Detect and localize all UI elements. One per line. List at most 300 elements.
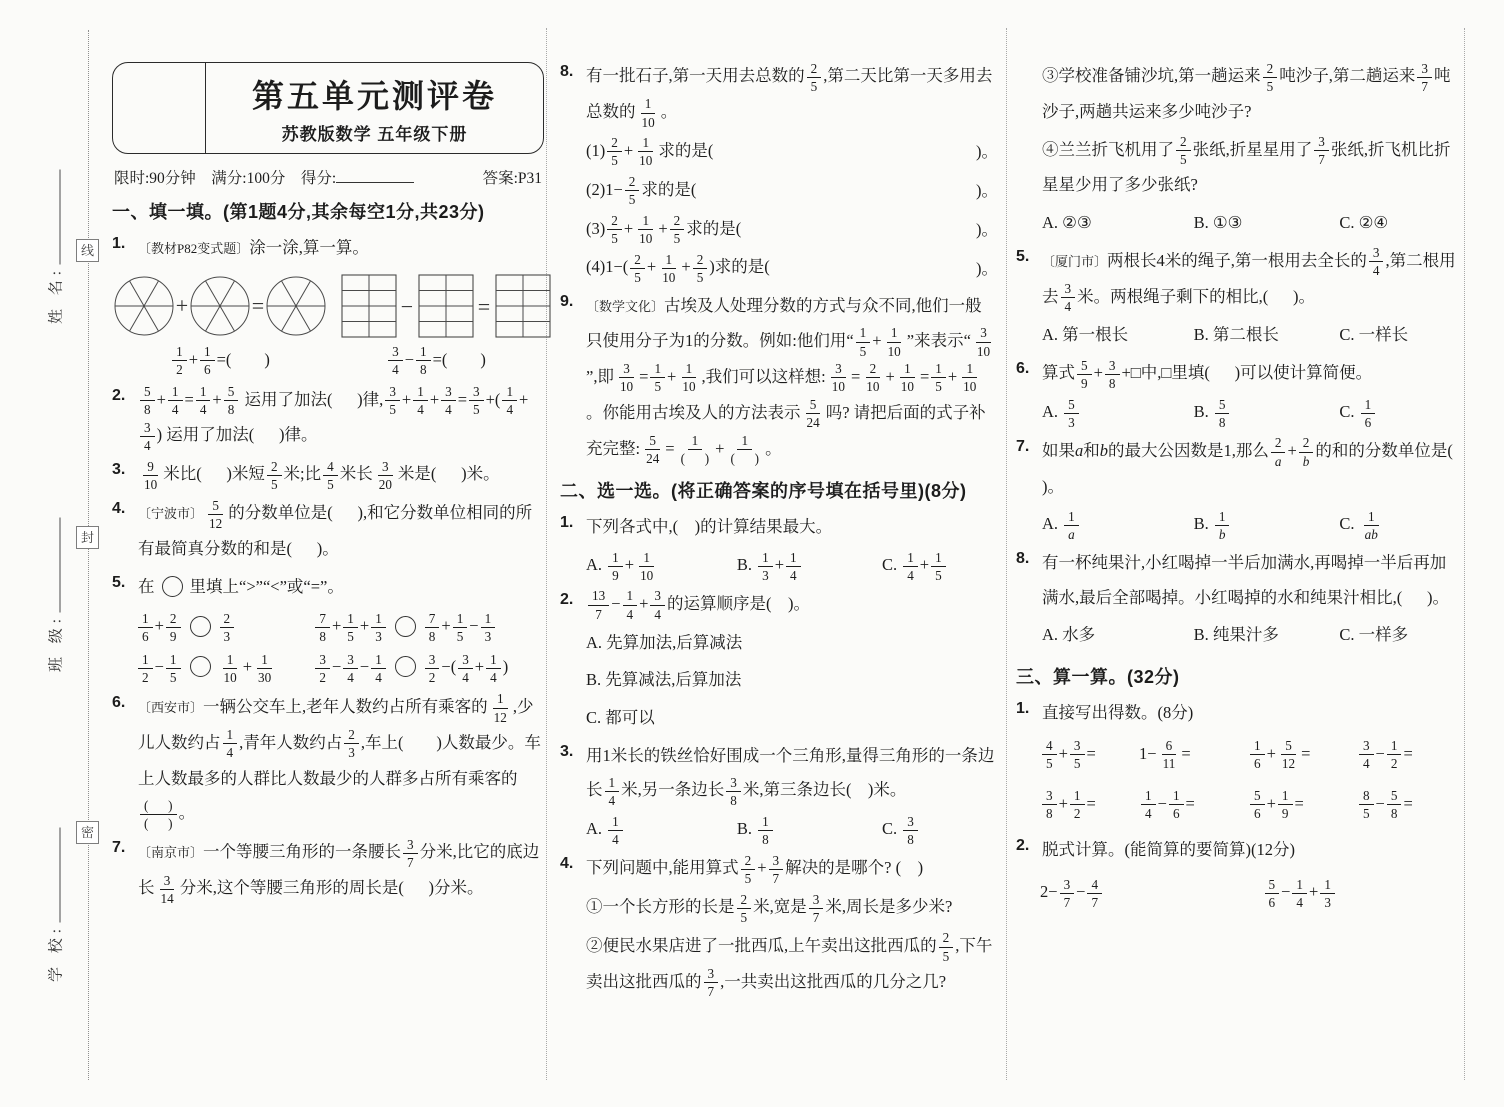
fraction: $\frac{2}{5}$ bbox=[607, 212, 622, 247]
question-number: 1. bbox=[560, 514, 574, 532]
calc-item: $\frac{8}{5}$ − $\frac{5}{8}$ = bbox=[1357, 787, 1456, 823]
fraction: $\frac{3}{4}$ bbox=[441, 383, 456, 418]
fraction: $\frac{1}{6}$ bbox=[1250, 737, 1265, 772]
sub-question bbox=[560, 663, 998, 698]
fraction: $\frac{1}{4}$ bbox=[196, 383, 211, 418]
option-item: A. $\frac{1}{9}$ + $\frac{1}{10}$ bbox=[586, 548, 737, 584]
fraction: $\frac{1}{10}$ bbox=[887, 325, 901, 359]
question-number: 2. bbox=[1016, 836, 1030, 854]
question-number: 5. bbox=[112, 573, 126, 591]
sub-question bbox=[560, 929, 998, 1001]
fraction: $\frac{1}{4}$ bbox=[486, 651, 501, 686]
calc-item: $\frac{1}{4}$ − $\frac{1}{6}$ = bbox=[1139, 787, 1248, 823]
options-row bbox=[1016, 318, 1456, 353]
fraction: $\frac{1}{5}$ bbox=[453, 610, 468, 645]
question-text: 〔西安市〕一辆公交车上,老年人数约占所有乘客的 $\frac{1}{12}$ ,少儿人数约占 $\frac{1}{4}$ ,青年人数约占 $\frac{2}{3}$ ,车上( )人数最少。车上人数最多的人群比人数最少的人群多占所有乘客的 $\frac{( )}{( )}$ 。 bbox=[138, 691, 541, 831]
svg-text:+: + bbox=[175, 292, 189, 318]
fraction: $\frac{1}{8}$ bbox=[416, 343, 431, 378]
fraction: $\frac{1}{5}$ bbox=[343, 610, 358, 645]
fraction: $\frac{5}{12}$ bbox=[1281, 738, 1296, 772]
class-label: 班 级: bbox=[48, 614, 65, 672]
sub-question bbox=[1016, 133, 1456, 204]
fraction: $\frac{5}{24}$ bbox=[806, 397, 820, 431]
svg-text:=: = bbox=[251, 292, 265, 318]
fraction: $\frac{1}{6}$ bbox=[138, 610, 153, 645]
fraction: $\frac{1}{2}$ bbox=[138, 651, 153, 686]
math-variable: a bbox=[1075, 440, 1084, 460]
calc-expression: 2− $\frac{3}{7}$ − $\frac{4}{7}$ bbox=[1040, 875, 1263, 911]
fraction: $\frac{5}{12}$ bbox=[209, 497, 223, 531]
fraction: $\frac{5}{6}$ bbox=[1250, 787, 1265, 822]
fraction: $\frac{1}{4}$ bbox=[413, 383, 428, 418]
svg-text:−: − bbox=[400, 293, 414, 319]
comparison-circle-blank bbox=[395, 656, 416, 677]
fraction: $\frac{1}{10}$ bbox=[223, 651, 237, 685]
fraction: $\frac{3}{5}$ bbox=[469, 383, 484, 418]
title-box bbox=[112, 62, 544, 154]
sub-question bbox=[560, 212, 998, 248]
fraction: $\frac{3}{5}$ bbox=[385, 383, 400, 418]
fraction: $\frac{1}{10}$ bbox=[641, 96, 655, 130]
question-number: 8. bbox=[1016, 550, 1030, 568]
sub-question bbox=[560, 250, 998, 286]
fraction: $\frac{5}{3}$ bbox=[1064, 396, 1079, 431]
school-field bbox=[45, 805, 66, 1005]
source-tag: 〔教材P82变式题〕 bbox=[138, 241, 250, 256]
fraction: $\frac{2}{3}$ bbox=[344, 726, 359, 761]
fraction: $\frac{1}{3}$ bbox=[481, 610, 496, 645]
fraction: $\frac{1}{3}$ bbox=[758, 549, 773, 584]
fraction: $\frac{5}{8}$ bbox=[140, 383, 155, 418]
fraction: $\frac{3}{5}$ bbox=[1070, 737, 1085, 772]
figure-circles bbox=[112, 270, 328, 342]
question-text: 有一批石子,第一天用去总数的 $\frac{2}{5}$ ,第二天比第一天多用去总数的 $\frac{1}{10}$ 。 bbox=[586, 60, 993, 130]
fraction: $\frac{3}{4}$ bbox=[1359, 737, 1374, 772]
source-tag: 〔厦门市〕 bbox=[1042, 253, 1108, 269]
options-row bbox=[1016, 618, 1456, 653]
title-box-left-cell bbox=[113, 63, 206, 153]
question bbox=[1016, 356, 1456, 392]
fraction: $\frac{1}{10}$ bbox=[662, 251, 676, 286]
question bbox=[112, 496, 544, 567]
fraction: $\frac{1}{10}$ bbox=[639, 135, 653, 169]
comparison-row bbox=[112, 607, 544, 646]
option-item: C. ②④ bbox=[1339, 213, 1389, 233]
calc-item: $\frac{4}{5}$ + $\frac{3}{5}$ = bbox=[1040, 737, 1139, 773]
class-field bbox=[45, 495, 66, 695]
source-tag: 〔宁波市〕 bbox=[138, 506, 204, 522]
comparison-circle-blank bbox=[395, 616, 416, 637]
fraction: $\frac{1}{6}$ bbox=[1169, 787, 1184, 822]
question-text: $\frac{5}{8}$ + $\frac{1}{4}$ = $\frac{1}{4}$ + $\frac{5}{8}$ 运用了加法( )律, $\frac{3}{5}$ + $\frac{1}{4}$ + $\frac{3}{4}$ = $\frac{3}{5}$ +( $\frac{1}{4}$ + $\frac{3}{4}$ ) 运用了加法( )律。 bbox=[138, 383, 544, 455]
question bbox=[112, 835, 544, 907]
fraction: $\frac{3}{7}$ bbox=[1417, 60, 1432, 95]
question-text: 下列问题中,能用算式 $\frac{2}{5}$ + $\frac{3}{7}$ 解决的是哪个? ( ) bbox=[586, 852, 924, 886]
fraction: $\frac{5}{8}$ bbox=[1215, 396, 1230, 431]
column-divider-1 bbox=[546, 28, 547, 1080]
comparison-item: $\frac{1}{6}$ + $\frac{2}{9}$ $\frac{2}{3}$ bbox=[136, 607, 313, 646]
score-blank-line bbox=[336, 167, 414, 184]
fraction: $\frac{1}{9}$ bbox=[608, 549, 623, 584]
fraction: $\frac{5}{8}$ bbox=[224, 383, 239, 418]
fraction: $\frac{2}{5}$ bbox=[939, 929, 954, 964]
question bbox=[112, 383, 544, 455]
fraction: $\frac{1}{8}$ bbox=[758, 813, 773, 848]
school-label: 学 校: bbox=[48, 924, 65, 982]
fraction: $\frac{2}{5}$ bbox=[693, 251, 708, 286]
question-text: 〔教材P82变式题〕涂一涂,算一算。 bbox=[138, 238, 369, 257]
question bbox=[1016, 696, 1456, 731]
fraction: $\frac{1}{5}$ bbox=[166, 651, 181, 686]
fraction: $\frac{1}{5}$ bbox=[856, 324, 871, 359]
calc-item: $\frac{5}{6}$ + $\frac{1}{9}$ = bbox=[1248, 787, 1357, 823]
fraction: $\frac{1}{( )}$ bbox=[680, 433, 710, 467]
column-2 bbox=[560, 56, 998, 1004]
student-name-field bbox=[45, 147, 66, 347]
question1-figure bbox=[112, 270, 544, 342]
mental-math-grid bbox=[1016, 737, 1456, 823]
question-number: 3. bbox=[560, 742, 574, 760]
question-text: ①一个长方形的长是 $\frac{2}{5}$ 米,宽是 $\frac{3}{7}$ 米,周长是多少米? bbox=[586, 891, 953, 925]
class-blank-line bbox=[45, 517, 61, 612]
question-number: 8. bbox=[560, 63, 574, 80]
question bbox=[112, 457, 544, 493]
fraction: $\frac{3}{4}$ bbox=[458, 651, 473, 686]
option-item: A. ②③ bbox=[1042, 213, 1092, 233]
fraction: $\frac{1}{4}$ bbox=[608, 813, 623, 848]
fraction: $\frac{1}{4}$ bbox=[168, 383, 183, 418]
answer-blank-close: )。 bbox=[976, 258, 998, 278]
fraction: $\frac{3}{8}$ bbox=[1042, 787, 1057, 822]
fraction: $\frac{3}{20}$ bbox=[378, 458, 392, 492]
fraction: $\frac{3}{2}$ bbox=[315, 651, 330, 686]
fraction: $\frac{3}{10}$ bbox=[976, 325, 991, 359]
fraction: $\frac{4}{5}$ bbox=[1042, 737, 1057, 772]
question-text: (1) $\frac{2}{5}$ + $\frac{1}{10}$ 求的是( bbox=[586, 135, 714, 169]
option-item: B. $\frac{1}{3}$ + $\frac{1}{4}$ bbox=[737, 548, 882, 584]
question bbox=[560, 851, 998, 887]
fraction: $\frac{7}{8}$ bbox=[425, 610, 440, 645]
fraction: $\frac{1}{6}$ bbox=[200, 343, 215, 378]
fraction: $\frac{5}{8}$ bbox=[1387, 787, 1402, 822]
fraction: $\frac{3}{8}$ bbox=[726, 774, 741, 809]
source-tag: 〔西安市〕 bbox=[138, 699, 204, 715]
option-item: A. $\frac{1}{4}$ bbox=[586, 812, 737, 848]
comparison-circle-blank bbox=[162, 576, 183, 597]
fraction: $\frac{2}{5}$ bbox=[1176, 133, 1191, 168]
question-text: 用1米长的铁丝恰好围成一个三角形,量得三角形的一条边长 $\frac{1}{4}$ 米,另一条边长 $\frac{3}{8}$ 米,第三条边长( )米。 bbox=[586, 745, 995, 809]
question-text: 下列各式中,( )的计算结果最大。 bbox=[586, 517, 833, 537]
name-blank-line bbox=[45, 169, 61, 264]
question-text: ②便民水果店进了一批西瓜,上午卖出这批西瓜的 $\frac{2}{5}$ ,下午卖出这批西瓜的 $\frac{3}{7}$ ,一共卖出这批西瓜的几分之几? bbox=[586, 930, 993, 1000]
fraction: $\frac{8}{5}$ bbox=[1359, 787, 1374, 822]
fraction: $\frac{5}{9}$ bbox=[1077, 357, 1092, 392]
fraction: $\frac{3}{4}$ bbox=[1369, 244, 1384, 279]
question-number: 2. bbox=[560, 590, 574, 608]
fraction: $\frac{3}{7}$ bbox=[704, 965, 719, 1000]
option-item: B. 纯果汁多 bbox=[1193, 625, 1279, 645]
source-tag: 〔南京市〕 bbox=[138, 845, 204, 861]
fraction: $\frac{2}{9}$ bbox=[166, 610, 181, 645]
figure-equations bbox=[112, 342, 544, 379]
fraction: $\frac{1}{b}$ bbox=[1215, 508, 1230, 543]
question-text: 如果a和b的最大公因数是1,那么 $\frac{2}{a}$ + $\frac{2}{b}$ 的和的分数单位是( )。 bbox=[1042, 435, 1478, 496]
paper-meta-row bbox=[114, 166, 542, 188]
fraction: $\frac{1}{5}$ bbox=[931, 360, 946, 395]
fraction: $\frac{1}{2}$ bbox=[172, 343, 187, 378]
fraction: $\frac{2}{5}$ bbox=[737, 891, 752, 926]
fraction: $\frac{3}{7}$ bbox=[809, 891, 824, 926]
sub-question bbox=[560, 701, 998, 736]
source-tag: 〔数学文化〕 bbox=[586, 299, 665, 315]
sub-question bbox=[560, 626, 998, 661]
question-text: B. 先算减法,后算加法 bbox=[586, 670, 742, 690]
section-title: 一、填一填。(第1题4分,其余每空1分,共23分) bbox=[112, 202, 485, 222]
options-row bbox=[560, 548, 998, 584]
fraction: $\frac{3}{8}$ bbox=[1105, 357, 1120, 392]
fraction: $\frac{1}{4}$ bbox=[1292, 876, 1307, 911]
question-text: C. 都可以 bbox=[586, 708, 655, 728]
question bbox=[560, 739, 998, 810]
fraction: $\frac{1}{4}$ bbox=[502, 383, 517, 418]
comparison-row bbox=[112, 648, 544, 687]
column-3 bbox=[1016, 56, 1478, 919]
answer-blank-close: )。 bbox=[976, 180, 998, 200]
seal-char-line: 线 bbox=[76, 239, 99, 262]
fraction: $\frac{1}{4}$ bbox=[786, 549, 801, 584]
fraction: $\frac{3}{8}$ bbox=[903, 813, 918, 848]
fraction: $\frac{3}{4}$ bbox=[1061, 280, 1076, 315]
fraction: $\frac{1}{3}$ bbox=[1320, 876, 1335, 911]
question-number: 7. bbox=[1016, 437, 1030, 455]
fraction: $\frac{1}{2}$ bbox=[1387, 737, 1402, 772]
option-item: B. ①③ bbox=[1193, 213, 1243, 233]
option-item: C. $\frac{1}{4}$ + $\frac{1}{5}$ bbox=[882, 548, 998, 584]
fraction: $\frac{2}{5}$ bbox=[807, 60, 822, 95]
fraction: $\frac{4}{7}$ bbox=[1087, 876, 1102, 911]
svg-text:=: = bbox=[477, 293, 491, 319]
section-title: 三、算一算。(32分) bbox=[1016, 667, 1180, 688]
question bbox=[560, 59, 998, 131]
fraction: $\frac{3}{10}$ bbox=[831, 361, 845, 395]
fraction: $\frac{( )}{( )}$ bbox=[140, 797, 177, 832]
fraction: $\frac{7}{8}$ bbox=[315, 610, 330, 645]
option-item: B. 第二根长 bbox=[1193, 325, 1279, 345]
fraction: $\frac{1}{4}$ bbox=[605, 774, 620, 809]
option-item: C. $\frac{1}{ab}$ bbox=[1339, 507, 1456, 543]
fraction: $\frac{5}{24}$ bbox=[646, 433, 660, 467]
option-item: C. 一样多 bbox=[1339, 625, 1409, 645]
calc-expression: $\frac{5}{6}$ − $\frac{1}{4}$ + $\frac{1}{3}$ bbox=[1263, 875, 1456, 911]
name-label: 姓 名: bbox=[48, 266, 65, 324]
fraction: $\frac{3}{4}$ bbox=[388, 343, 403, 378]
question-number: 9. bbox=[560, 293, 574, 311]
fraction: $\frac{3}{4}$ bbox=[650, 587, 665, 622]
fraction: $\frac{2}{5}$ bbox=[267, 458, 282, 493]
meta-limits: 限时:90分钟 满分:100分 得分: bbox=[114, 166, 414, 188]
question-number: 4. bbox=[112, 500, 126, 518]
option-item: A. $\frac{1}{a}$ bbox=[1042, 507, 1194, 543]
question-number: 5. bbox=[1016, 247, 1030, 265]
fraction: $\frac{1}{5}$ bbox=[650, 360, 665, 395]
question-text: ③学校准备铺沙坑,第一趟运来 $\frac{2}{5}$ 吨沙子,第二趟运来 $\frac{3}{7}$ 吨沙子,两趟共运来多少吨沙子? bbox=[1042, 60, 1451, 121]
fraction: $\frac{2}{5}$ bbox=[741, 852, 756, 887]
fraction: $\frac{1}{5}$ bbox=[931, 549, 946, 584]
seal-char-mi: 密 bbox=[76, 821, 99, 844]
question bbox=[560, 510, 998, 545]
option-item: A. $\frac{5}{3}$ bbox=[1042, 395, 1194, 431]
fraction: $\frac{3}{7}$ bbox=[769, 852, 784, 887]
fraction: $\frac{2}{5}$ bbox=[625, 173, 640, 208]
meta-answer-page: 答案:P31 bbox=[482, 170, 542, 187]
calc-item: 1− $\frac{6}{11}$ = bbox=[1139, 738, 1191, 772]
question-number: 1. bbox=[112, 235, 126, 252]
comparison-circle-blank bbox=[190, 656, 211, 677]
fraction: $\frac{2}{5}$ bbox=[670, 212, 685, 247]
question-text: 在 里填上“>”“<”或“=”。 bbox=[138, 576, 344, 596]
question-text: 〔南京市〕一个等腰三角形的一条腰长 $\frac{3}{7}$ 分米,比它的底边长 $\frac{3}{14}$ 分米,这个等腰三角形的周长是( )分米。 bbox=[138, 836, 540, 906]
figure-grids bbox=[338, 270, 554, 342]
fraction: $\frac{13}{7}$ bbox=[588, 587, 609, 622]
option-item: B. $\frac{1}{b}$ bbox=[1194, 507, 1340, 543]
fraction: $\frac{3}{4}$ bbox=[140, 419, 155, 454]
column-divider-3 bbox=[1464, 28, 1465, 1080]
fraction: $\frac{3}{7}$ bbox=[1314, 133, 1329, 168]
fraction: $\frac{2}{3}$ bbox=[220, 610, 235, 645]
option-item: B. $\frac{1}{8}$ bbox=[737, 812, 882, 848]
question bbox=[560, 587, 998, 623]
calc-item: $\frac{1}{6}$ + $\frac{5}{12}$ = bbox=[1248, 737, 1357, 773]
fraction: $\frac{1}{10}$ bbox=[639, 213, 653, 247]
question bbox=[560, 289, 998, 467]
question-text: 〔厦门市〕两根长4米的绳子,第一根用去全长的 $\frac{3}{4}$ ,第二根用去 $\frac{3}{4}$ 米。两根绳子剩下的相比,( )。 bbox=[1042, 245, 1456, 315]
question-text: 算式 $\frac{5}{9}$ + $\frac{3}{8}$ +□中,□里填( )可以使计算简便。 bbox=[1042, 357, 1373, 391]
fraction: $\frac{1}{10}$ bbox=[682, 361, 696, 395]
question-text: (2)1− $\frac{2}{5}$ 求的是( bbox=[586, 174, 697, 208]
fraction: $\frac{1}{10}$ bbox=[963, 361, 977, 395]
question-text: A. 先算加法,后算减法 bbox=[586, 632, 743, 652]
option-item: A. 水多 bbox=[1042, 625, 1096, 645]
question-text: 有一杯纯果汁,小红喝掉一半后加满水,再喝掉一半后再加满水,最后全部喝掉。小红喝掉的水和纯果汁相比,( )。 bbox=[1042, 553, 1449, 607]
answer-blank-close: )。 bbox=[976, 219, 998, 239]
fraction: $\frac{3}{2}$ bbox=[425, 651, 440, 686]
column-divider-2 bbox=[1006, 28, 1007, 1080]
sub-question bbox=[560, 890, 998, 926]
options-row bbox=[1016, 206, 1456, 241]
figure-equation-right: $\frac{3}{4}$ − $\frac{1}{8}$ =( ) bbox=[328, 342, 544, 379]
title-box-main bbox=[206, 63, 543, 153]
fraction: $\frac{1}{10}$ bbox=[900, 361, 914, 395]
fraction: $\frac{1}{ab}$ bbox=[1364, 508, 1378, 543]
fraction: $\frac{1}{4}$ bbox=[1141, 787, 1156, 822]
option-item: B. $\frac{5}{8}$ bbox=[1194, 395, 1340, 431]
question-text: 〔数学文化〕古埃及人处理分数的方式与众不同,他们一般只使用分子为1的分数。例如:他们用“ $\frac{1}{5}$ + $\frac{1}{10}$ ”来表示“ $\frac{3}{10}$ ”,即 $\frac{3}{10}$ = $\frac{1}{5}$ + $\frac{1}{10}$ ,我们可以这样想: $\frac{3}{10}$ = $\frac{2}{10}$ + $\frac{1}{10}$ = $\frac{1}{5}$ + $\frac{1}{10}$ 。你能用古埃及人的方法表示 $\frac{5}{24}$ 吗? 请把后面的式子补充完整: $\frac{5}{24}$ = $\frac{1}{( )}$ + $\frac{1}{( )}$ 。 bbox=[586, 289, 998, 467]
paper-title: 第五单元测评卷 bbox=[251, 78, 497, 114]
fraction: $\frac{9}{10}$ bbox=[144, 458, 158, 492]
fraction: $\frac{2}{5}$ bbox=[630, 251, 645, 286]
question-number: 3. bbox=[112, 461, 126, 479]
fraction: $\frac{6}{11}$ bbox=[1162, 738, 1176, 772]
sub-question bbox=[1016, 59, 1456, 130]
fraction: $\frac{3}{7}$ bbox=[1060, 876, 1075, 911]
fraction: $\frac{2}{5}$ bbox=[1263, 60, 1278, 95]
fraction: $\frac{4}{5}$ bbox=[323, 458, 338, 493]
question bbox=[112, 570, 544, 605]
question-text: (3) $\frac{2}{5}$ + $\frac{1}{10}$ + $\frac{2}{5}$ 求的是( bbox=[586, 213, 742, 247]
question-text: ④兰兰折飞机用了 $\frac{2}{5}$ 张纸,折星星用了 $\frac{3}{7}$ 张纸,折飞机比折星星少用了多少张纸? bbox=[1042, 134, 1451, 195]
question-text: (4)1−( $\frac{2}{5}$ + $\frac{1}{10}$ + $\frac{2}{5}$ )求的是( bbox=[586, 251, 770, 286]
comparison-item: $\frac{3}{2}$ − $\frac{3}{4}$ − $\frac{1}{4}$ $\frac{3}{2}$ −( $\frac{3}{4}$ + $\frac{1}{4}$ ) bbox=[313, 648, 544, 687]
fraction: $\frac{2}{b}$ bbox=[1299, 434, 1314, 469]
answer-blank-close: )。 bbox=[976, 141, 998, 161]
question bbox=[1016, 833, 1456, 868]
question-text: $\frac{13}{7}$ − $\frac{1}{4}$ + $\frac{3}{4}$ 的运算顺序是( )。 bbox=[586, 587, 998, 623]
options-row bbox=[1016, 395, 1456, 431]
sub-question bbox=[560, 134, 998, 170]
fraction: $\frac{1}{4}$ bbox=[903, 549, 918, 584]
comparison-circle-blank bbox=[190, 616, 211, 637]
question bbox=[1016, 546, 1456, 615]
fraction: $\frac{1}{10}$ bbox=[640, 549, 654, 583]
fraction: $\frac{1}{12}$ bbox=[493, 691, 507, 725]
fraction: $\frac{3}{14}$ bbox=[160, 872, 174, 906]
figure-equation-left: $\frac{1}{2}$ + $\frac{1}{6}$ =( ) bbox=[112, 342, 328, 379]
comparison-item: $\frac{1}{2}$ − $\frac{1}{5}$ $\frac{1}{10}$ + $\frac{1}{30}$ bbox=[136, 648, 313, 687]
fraction: $\frac{3}{10}$ bbox=[619, 361, 634, 395]
question bbox=[112, 231, 544, 266]
fraction: $\frac{3}{4}$ bbox=[343, 651, 358, 686]
fraction: $\frac{3}{7}$ bbox=[403, 836, 418, 871]
math-variable: b bbox=[1099, 440, 1108, 460]
school-blank-line bbox=[45, 827, 61, 922]
question-number: 6. bbox=[112, 693, 126, 711]
question bbox=[112, 690, 544, 832]
fraction: $\frac{2}{5}$ bbox=[607, 134, 622, 169]
seal-dotted-line bbox=[88, 30, 89, 1080]
fraction: $\frac{1}{4}$ bbox=[223, 726, 238, 761]
options-row bbox=[1016, 507, 1456, 543]
written-calc-row bbox=[1016, 875, 1456, 911]
question-number: 1. bbox=[1016, 700, 1030, 718]
fraction: $\frac{1}{9}$ bbox=[1278, 787, 1293, 822]
fraction: $\frac{1}{4}$ bbox=[371, 651, 386, 686]
fraction: $\frac{2}{10}$ bbox=[866, 361, 880, 395]
fraction: $\frac{1}{4}$ bbox=[623, 587, 638, 622]
fraction: $\frac{2}{a}$ bbox=[1271, 434, 1286, 469]
comparison-item: $\frac{7}{8}$ + $\frac{1}{5}$ + $\frac{1}{3}$ $\frac{7}{8}$ + $\frac{1}{5}$ − $\frac{1}{3}$ bbox=[313, 607, 544, 646]
options-row bbox=[560, 812, 998, 848]
fraction: $\frac{1}{a}$ bbox=[1064, 508, 1079, 543]
seal-char-feng: 封 bbox=[76, 526, 99, 549]
fraction: $\frac{1}{2}$ bbox=[1070, 787, 1085, 822]
question-text: $\frac{9}{10}$ 米比( )米短 $\frac{2}{5}$ 米;比 $\frac{4}{5}$ 米长 $\frac{3}{20}$ 米是( )米。 bbox=[138, 457, 544, 493]
fraction: $\frac{1}{( )}$ bbox=[730, 433, 760, 467]
sub-question bbox=[560, 173, 998, 209]
calc-item: $\frac{3}{4}$ − $\frac{1}{2}$ = bbox=[1357, 737, 1456, 773]
question-number: 7. bbox=[112, 839, 126, 857]
fraction: $\frac{1}{3}$ bbox=[371, 610, 386, 645]
column-1 bbox=[112, 56, 544, 910]
option-item: C. $\frac{1}{6}$ bbox=[1339, 395, 1456, 431]
fraction: $\frac{1}{30}$ bbox=[258, 651, 272, 685]
section-title: 二、选一选。(将正确答案的序号填在括号里)(8分) bbox=[560, 481, 967, 502]
question-number: 2. bbox=[112, 386, 126, 404]
question-text: 脱式计算。(能简算的要简算)(12分) bbox=[1042, 839, 1295, 859]
question-number: 6. bbox=[1016, 360, 1030, 378]
fraction: $\frac{1}{6}$ bbox=[1361, 396, 1376, 431]
paper-subtitle: 苏教版数学 五年级下册 bbox=[281, 125, 468, 144]
option-item: A. 第一根长 bbox=[1042, 325, 1129, 345]
